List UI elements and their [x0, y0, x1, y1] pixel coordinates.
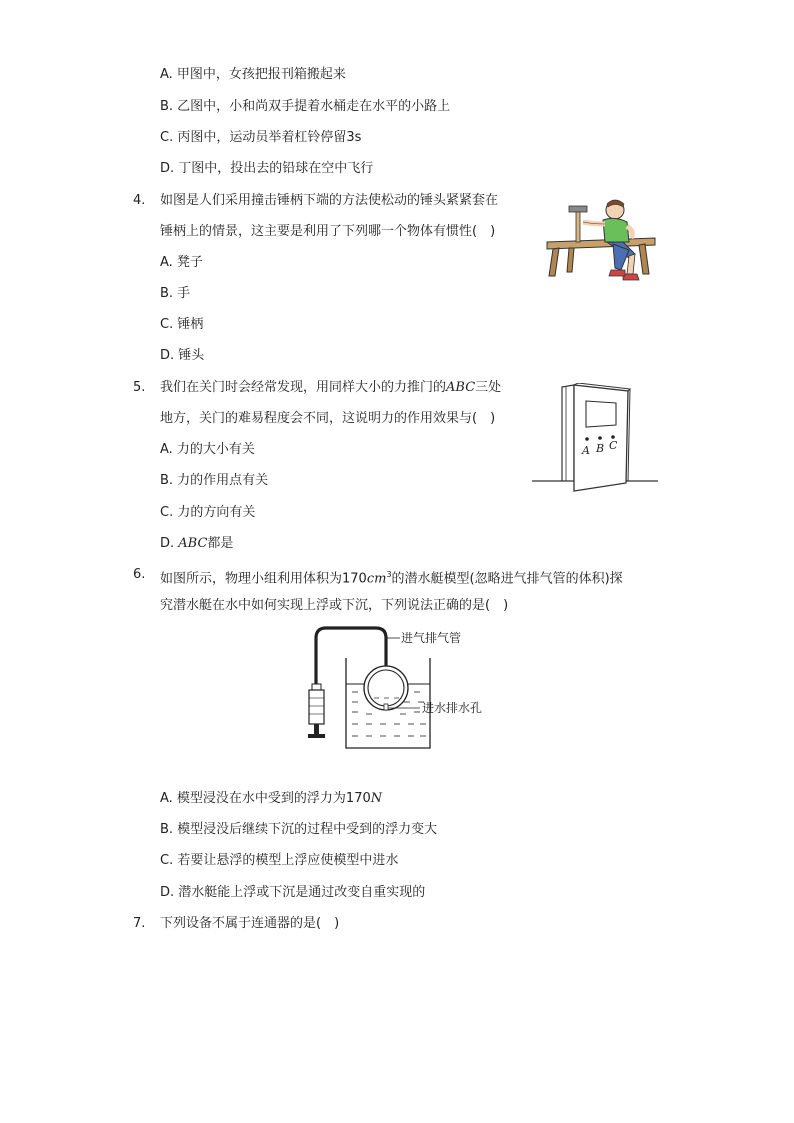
q6-option-c: C. 若要让悬浮的模型上浮应使模型中进水	[160, 853, 399, 868]
q6-number: 6.	[133, 567, 146, 582]
door-label-c: C	[609, 439, 618, 452]
door-label-a: A	[582, 444, 590, 457]
hole-label: 进水排水孔	[422, 701, 483, 715]
q4-number: 4.	[133, 193, 146, 208]
hammer-bench-figure	[543, 196, 659, 286]
q4-option-a: A. 凳子	[160, 255, 203, 270]
q3-option-c: C. 丙图中，运动员举着杠铃停留3s	[160, 130, 362, 145]
q5-stem-line2: 地方，关门的难易程度会不同，这说明力的作用效果与( )	[160, 411, 496, 426]
q5-option-b: B. 力的作用点有关	[160, 473, 269, 488]
q3-option-d: D. 丁图中，投出去的铅球在空中飞行	[160, 161, 374, 176]
q5-option-d: D. ABC都是	[160, 536, 234, 551]
q6-option-b: B. 模型浸没后继续下沉的过程中受到的浮力变大	[160, 822, 438, 837]
pipe-label: 进气排气管	[401, 631, 462, 645]
q5-stem-line1: 我们在关门时会经常发现，用同样大小的力推门的ABC三处	[160, 380, 502, 395]
q6-option-d: D. 潜水艇能上浮或下沉是通过改变自重实现的	[160, 885, 426, 900]
q5-option-c: C. 力的方向有关	[160, 505, 256, 520]
q3-option-b: B. 乙图中，小和尚双手提着水桶走在水平的小路上	[160, 99, 451, 114]
door-figure	[530, 383, 660, 493]
q4-stem-line2: 锤柄上的情景，这主要是利用了下列哪一个物体有惯性( )	[160, 224, 496, 239]
q6-stem-line1: 如图所示，物理小组利用体积为$170cm^3$的潜水艇模型(忽略进气排气管的体积)探	[160, 570, 623, 587]
q5-option-a: A. 力的大小有关	[160, 442, 255, 457]
q3-option-a: A. 甲图中，女孩把报刊箱搬起来	[160, 67, 346, 82]
q4-option-b: B. 手	[160, 286, 191, 301]
submarine-apparatus-figure	[300, 622, 500, 752]
q5-number: 5.	[133, 380, 146, 395]
q7-number: 7.	[133, 916, 146, 931]
q4-option-c: C. 锤柄	[160, 317, 204, 332]
door-label-b: B	[596, 442, 605, 455]
q4-option-d: D. 锤头	[160, 348, 205, 363]
q6-stem-line2: 究潜水艇在水中如何实现上浮或下沉，下列说法正确的是( )	[160, 598, 509, 613]
q6-option-a: A. 模型浸没在水中受到的浮力为170N	[160, 791, 383, 806]
q4-stem-line1: 如图是人们采用撞击锤柄下端的方法使松动的锤头紧紧套在	[160, 193, 499, 208]
q7-stem: 下列设备不属于连通器的是( )	[160, 916, 340, 931]
